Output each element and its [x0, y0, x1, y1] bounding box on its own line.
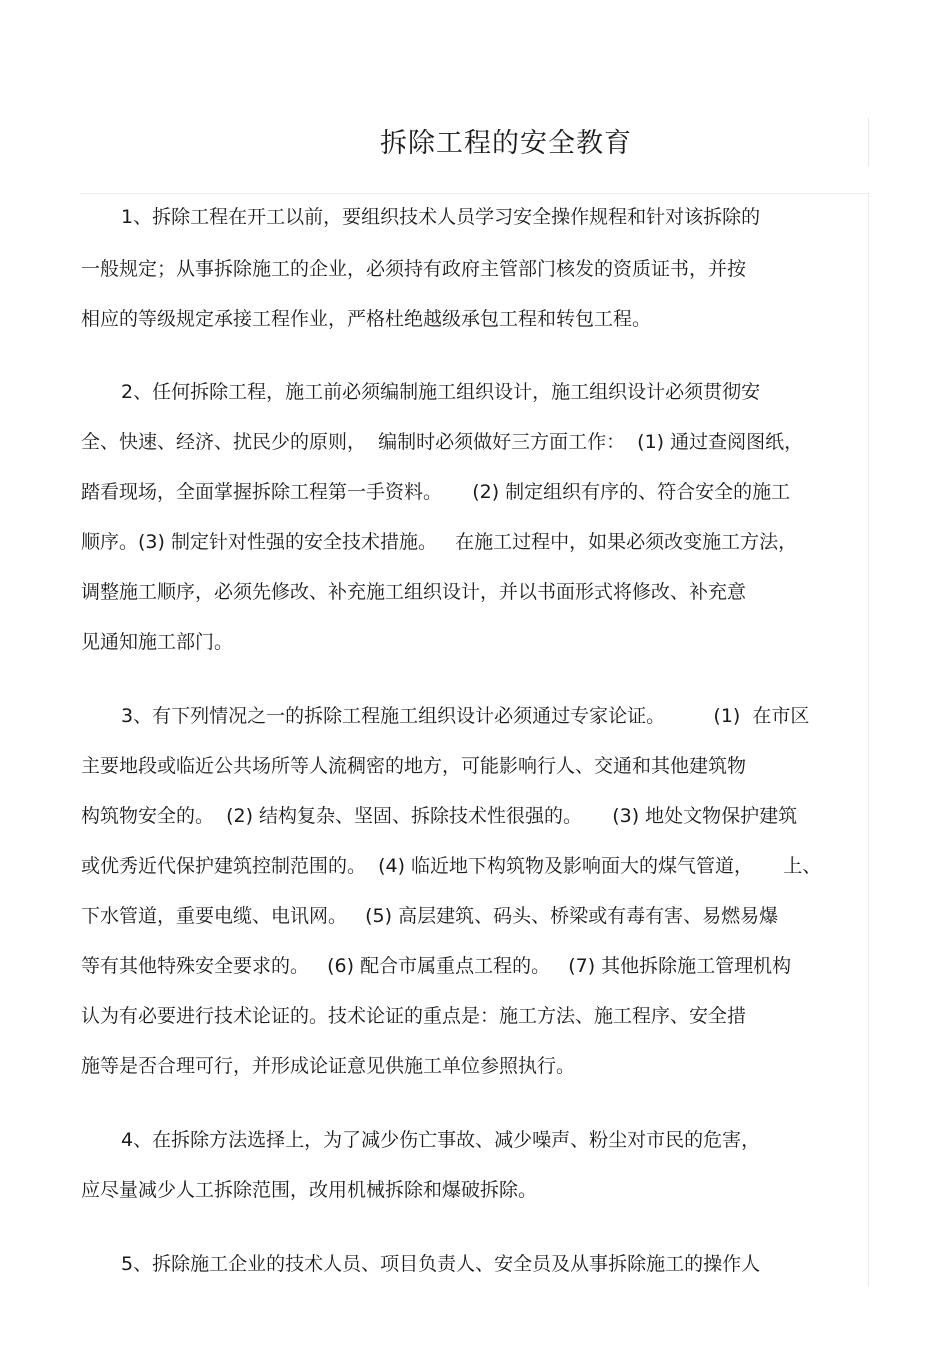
page-title: 拆除工程的安全教育: [380, 128, 632, 159]
paragraph-5-line-1: 5、拆除施工企业的技术人员、项目负责人、安全员及从事拆除施工的操作人: [121, 1253, 761, 1275]
paragraph-2-line-2: 全、快速、经济、扰民少的原则， 编制时必须做好三方面工作： (1) 通过查阅图纸，: [81, 431, 804, 453]
paragraph-3-line-2: 主要地段或临近公共场所等人流稠密的地方，可能影响行人、交通和其他建筑物: [81, 755, 747, 777]
right-margin-rule: [868, 194, 869, 1286]
paragraph-1-line-3: 相应的等级规定承接工程作业，严格杜绝越级承包工程和转包工程。: [81, 308, 652, 330]
paragraph-3-line-7: 认为有必要进行技术论证的。技术论证的重点是：施工方法、施工程序、安全措: [81, 1005, 747, 1027]
paragraph-3-line-8: 施等是否合理可行，并形成论证意见供施工单位参照执行。: [81, 1055, 576, 1077]
paragraph-3-line-1: 3、有下列情况之一的拆除工程施工组织设计必须通过专家论证。 (1) 在市区: [121, 705, 810, 727]
paragraph-3-line-3: 构筑物安全的。 (2) 结构复杂、坚固、拆除技术性很强的。 (3) 地处文物保护建筑: [81, 805, 798, 827]
paragraph-3-line-4: 或优秀近代保护建筑控制范围的。 (4) 临近地下构筑物及影响面大的煤气管道， 上、: [81, 855, 822, 877]
paragraph-2-line-4: 顺序。(3) 制定针对性强的安全技术措施。 在施工过程中，如果必须改变施工方法，: [81, 531, 798, 553]
right-margin-rule-top: [868, 118, 869, 166]
paragraph-3-line-5: 下水管道，重要电缆、电讯网。 (5) 高层建筑、码头、桥梁或有毒有害、易燃易爆: [81, 905, 779, 927]
title-divider: [80, 193, 870, 194]
paragraph-2-line-3: 踏看现场，全面掌握拆除工程第一手资料。 (2) 制定组织有序的、符合安全的施工: [81, 481, 791, 503]
paragraph-2-line-1: 2、任何拆除工程，施工前必须编制施工组织设计，施工组织设计必须贯彻安: [121, 381, 761, 403]
paragraph-1-line-2: 一般规定；从事拆除施工的企业，必须持有政府主管部门核发的资质证书，并按: [81, 258, 747, 280]
paragraph-4-line-2: 应尽量减少人工拆除范围，改用机械拆除和爆破拆除。: [81, 1179, 538, 1201]
paragraph-3-line-6: 等有其他特殊安全要求的。 (6) 配合市属重点工程的。 (7) 其他拆除施工管理机构: [81, 955, 792, 977]
paragraph-2-line-5: 调整施工顺序，必须先修改、补充施工组织设计，并以书面形式将修改、补充意: [81, 581, 747, 603]
paragraph-2-line-6: 见通知施工部门。: [81, 631, 234, 653]
paragraph-4-line-1: 4、在拆除方法选择上，为了减少伤亡事故、减少噪声、粉尘对市民的危害，: [121, 1129, 761, 1151]
paragraph-1-line-1: 1、拆除工程在开工以前，要组织技术人员学习安全操作规程和针对该拆除的: [121, 206, 761, 228]
